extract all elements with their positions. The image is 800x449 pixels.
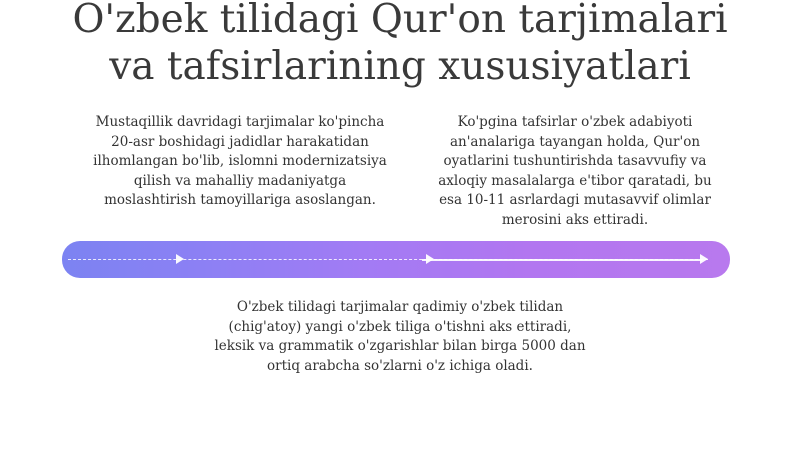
arrow-right-icon xyxy=(426,254,434,264)
timeline-bar xyxy=(62,241,730,278)
arrow-right-icon xyxy=(700,254,708,264)
title-line-2: va tafsirlarining xususiyatlari xyxy=(109,44,691,89)
bottom-text-block: O'zbek tilidagi tarjimalar qadimiy o'zbek tilidan (chig'atoy) yangi o'zbek tiliga o'tishni aks ettiradi, leksik va grammatik o'zgarishlar bilan birga 5000 dan ortiq arabcha so'zlarni o'z ichiga oladi. xyxy=(214,299,586,374)
arrow-right-icon xyxy=(176,254,184,264)
right-text-block: Ko'pgina tafsirlar o'zbek adabiyoti an'analariga tayangan holda, Qur'on oyatlarini tushuntirishda tasavvufiy va axloqiy masalalarga e'tibor qaratadi, bu esa 10-11 asrlardagi mutasavvif olimlar merosini aks ettiradi. xyxy=(438,114,712,228)
left-text-block: Mustaqillik davridagi tarjimalar ko'pincha 20-asr boshidagi jadidlar harakatidan ilhomlangan bo'lib, islomni modernizatsiya qilish va mahalliy madaniyatga moslashtirish tamoyillariga asoslangan. xyxy=(93,114,387,209)
title-line-1: O'zbek tilidagi Qur'on tarjimalari xyxy=(72,0,728,42)
timeline-solid-line xyxy=(422,259,702,261)
page-title xyxy=(0,0,800,90)
